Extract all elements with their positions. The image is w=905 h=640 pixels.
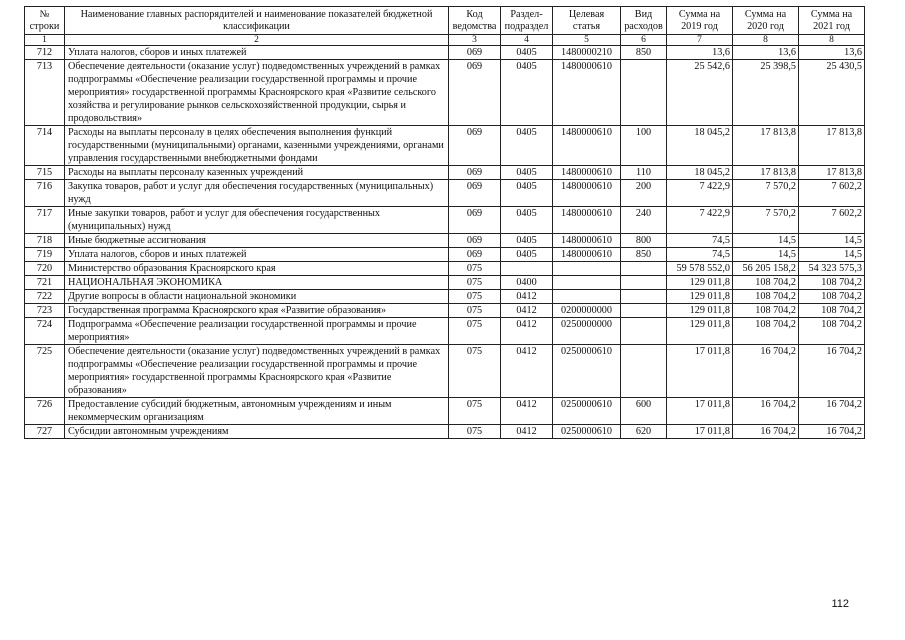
dept-code-cell: 069 bbox=[449, 166, 501, 180]
expense-type-cell: 850 bbox=[621, 248, 667, 262]
expense-type-cell bbox=[621, 345, 667, 398]
sum-2021-cell: 108 704,2 bbox=[799, 276, 865, 290]
table-row bbox=[25, 290, 865, 304]
expense-type-cell bbox=[621, 60, 667, 126]
row-name-cell: Расходы на выплаты персоналу казенных учреждений bbox=[65, 166, 449, 180]
row-number-cell: 719 bbox=[25, 248, 65, 262]
row-name-cell: Предоставление субсидий бюджетным, автономным учреждениям и иным некоммерческим организациям bbox=[65, 398, 449, 425]
header-dept-code: Код ведомства bbox=[449, 7, 501, 35]
expense-type-cell bbox=[621, 290, 667, 304]
expense-type-cell bbox=[621, 304, 667, 318]
sum-2021-cell: 17 813,8 bbox=[799, 126, 865, 166]
table-row bbox=[25, 180, 865, 207]
dept-code-cell: 075 bbox=[449, 345, 501, 398]
sum-2020-cell: 16 704,2 bbox=[733, 398, 799, 425]
budget-table-sheet bbox=[24, 6, 864, 439]
dept-code-cell: 069 bbox=[449, 126, 501, 166]
expense-type-cell: 110 bbox=[621, 166, 667, 180]
table-row bbox=[25, 304, 865, 318]
sum-2019-cell: 18 045,2 bbox=[667, 166, 733, 180]
row-name-cell: Другие вопросы в области национальной экономики bbox=[65, 290, 449, 304]
target-article-cell: 0250000610 bbox=[553, 398, 621, 425]
table-row bbox=[25, 207, 865, 234]
target-article-cell: 1480000610 bbox=[553, 60, 621, 126]
column-number: 5 bbox=[553, 35, 621, 46]
sum-2019-cell: 7 422,9 bbox=[667, 180, 733, 207]
sum-2021-cell: 54 323 575,3 bbox=[799, 262, 865, 276]
column-number: 7 bbox=[667, 35, 733, 46]
expense-type-cell: 800 bbox=[621, 234, 667, 248]
sum-2019-cell: 129 011,8 bbox=[667, 304, 733, 318]
header-sum-2021: Сумма на 2021 год bbox=[799, 7, 865, 35]
table-row bbox=[25, 345, 865, 398]
section-cell: 0405 bbox=[501, 46, 553, 60]
row-number-cell: 714 bbox=[25, 126, 65, 166]
header-expense-type: Вид расходов bbox=[621, 7, 667, 35]
sum-2019-cell: 25 542,6 bbox=[667, 60, 733, 126]
dept-code-cell: 075 bbox=[449, 425, 501, 439]
sum-2021-cell: 108 704,2 bbox=[799, 304, 865, 318]
sum-2019-cell: 129 011,8 bbox=[667, 318, 733, 345]
section-cell: 0405 bbox=[501, 60, 553, 126]
sum-2019-cell: 17 011,8 bbox=[667, 425, 733, 439]
row-number-cell: 724 bbox=[25, 318, 65, 345]
section-cell: 0412 bbox=[501, 290, 553, 304]
section-cell: 0412 bbox=[501, 425, 553, 439]
section-cell: 0405 bbox=[501, 166, 553, 180]
column-number: 6 bbox=[621, 35, 667, 46]
sum-2021-cell: 16 704,2 bbox=[799, 425, 865, 439]
table-row bbox=[25, 248, 865, 262]
sum-2020-cell: 108 704,2 bbox=[733, 290, 799, 304]
dept-code-cell: 075 bbox=[449, 262, 501, 276]
sum-2021-cell: 7 602,2 bbox=[799, 180, 865, 207]
table-row bbox=[25, 234, 865, 248]
dept-code-cell: 075 bbox=[449, 398, 501, 425]
dept-code-cell: 069 bbox=[449, 234, 501, 248]
target-article-cell: 1480000610 bbox=[553, 180, 621, 207]
header-sum-2019: Сумма на 2019 год bbox=[667, 7, 733, 35]
table-row bbox=[25, 398, 865, 425]
sum-2020-cell: 56 205 158,2 bbox=[733, 262, 799, 276]
sum-2021-cell: 108 704,2 bbox=[799, 290, 865, 304]
row-number-cell: 717 bbox=[25, 207, 65, 234]
row-number-cell: 712 bbox=[25, 46, 65, 60]
header-row bbox=[25, 7, 865, 35]
expense-type-cell: 600 bbox=[621, 398, 667, 425]
section-cell: 0412 bbox=[501, 318, 553, 345]
row-name-cell: Уплата налогов, сборов и иных платежей bbox=[65, 248, 449, 262]
table-row bbox=[25, 318, 865, 345]
expense-type-cell bbox=[621, 318, 667, 345]
dept-code-cell: 069 bbox=[449, 207, 501, 234]
target-article-cell: 0250000000 bbox=[553, 318, 621, 345]
target-article-cell bbox=[553, 290, 621, 304]
target-article-cell: 0250000610 bbox=[553, 425, 621, 439]
table-row bbox=[25, 126, 865, 166]
header-sum-2020: Сумма на 2020 год bbox=[733, 7, 799, 35]
sum-2019-cell: 17 011,8 bbox=[667, 345, 733, 398]
column-number: 2 bbox=[65, 35, 449, 46]
header-section: Раздел-подраздел bbox=[501, 7, 553, 35]
sum-2019-cell: 17 011,8 bbox=[667, 398, 733, 425]
row-name-cell: Закупка товаров, работ и услуг для обеспечения государственных (муниципальных) нужд bbox=[65, 180, 449, 207]
target-article-cell: 1480000610 bbox=[553, 166, 621, 180]
row-number-cell: 722 bbox=[25, 290, 65, 304]
section-cell: 0405 bbox=[501, 234, 553, 248]
target-article-cell bbox=[553, 276, 621, 290]
sum-2021-cell: 108 704,2 bbox=[799, 318, 865, 345]
dept-code-cell: 069 bbox=[449, 180, 501, 207]
header-name: Наименование главных распорядителей и наименование показателей бюджетной классификации bbox=[65, 7, 449, 35]
sum-2021-cell: 16 704,2 bbox=[799, 345, 865, 398]
sum-2020-cell: 16 704,2 bbox=[733, 345, 799, 398]
row-number-cell: 713 bbox=[25, 60, 65, 126]
table-row bbox=[25, 166, 865, 180]
row-name-cell: НАЦИОНАЛЬНАЯ ЭКОНОМИКА bbox=[65, 276, 449, 290]
sum-2019-cell: 129 011,8 bbox=[667, 290, 733, 304]
sum-2020-cell: 13,6 bbox=[733, 46, 799, 60]
sum-2021-cell: 14,5 bbox=[799, 234, 865, 248]
row-name-cell: Субсидии автономным учреждениям bbox=[65, 425, 449, 439]
sum-2019-cell: 129 011,8 bbox=[667, 276, 733, 290]
section-cell: 0405 bbox=[501, 180, 553, 207]
expense-type-cell: 620 bbox=[621, 425, 667, 439]
sum-2019-cell: 7 422,9 bbox=[667, 207, 733, 234]
target-article-cell: 0200000000 bbox=[553, 304, 621, 318]
target-article-cell: 1480000610 bbox=[553, 126, 621, 166]
sum-2019-cell: 18 045,2 bbox=[667, 126, 733, 166]
target-article-cell: 1480000610 bbox=[553, 248, 621, 262]
sum-2021-cell: 13,6 bbox=[799, 46, 865, 60]
row-number-cell: 723 bbox=[25, 304, 65, 318]
sum-2020-cell: 25 398,5 bbox=[733, 60, 799, 126]
sum-2021-cell: 14,5 bbox=[799, 248, 865, 262]
dept-code-cell: 075 bbox=[449, 290, 501, 304]
row-number-cell: 716 bbox=[25, 180, 65, 207]
sum-2021-cell: 7 602,2 bbox=[799, 207, 865, 234]
sum-2021-cell: 16 704,2 bbox=[799, 398, 865, 425]
section-cell bbox=[501, 262, 553, 276]
row-name-cell: Иные бюджетные ассигнования bbox=[65, 234, 449, 248]
section-cell: 0412 bbox=[501, 304, 553, 318]
column-number: 8 bbox=[799, 35, 865, 46]
dept-code-cell: 075 bbox=[449, 304, 501, 318]
column-number: 1 bbox=[25, 35, 65, 46]
row-number-cell: 715 bbox=[25, 166, 65, 180]
dept-code-cell: 069 bbox=[449, 60, 501, 126]
row-number-cell: 725 bbox=[25, 345, 65, 398]
row-name-cell: Уплата налогов, сборов и иных платежей bbox=[65, 46, 449, 60]
sum-2019-cell: 74,5 bbox=[667, 248, 733, 262]
sum-2020-cell: 7 570,2 bbox=[733, 180, 799, 207]
row-name-cell: Государственная программа Красноярского края «Развитие образования» bbox=[65, 304, 449, 318]
row-name-cell: Иные закупки товаров, работ и услуг для обеспечения государственных (муниципальных) нужд bbox=[65, 207, 449, 234]
sum-2020-cell: 17 813,8 bbox=[733, 166, 799, 180]
dept-code-cell: 069 bbox=[449, 248, 501, 262]
row-name-cell: Подпрограмма «Обеспечение реализации государственной программы и прочие мероприятия» bbox=[65, 318, 449, 345]
sum-2020-cell: 108 704,2 bbox=[733, 318, 799, 345]
sum-2020-cell: 108 704,2 bbox=[733, 304, 799, 318]
row-name-cell: Обеспечение деятельности (оказание услуг) подведомственных учреждений в рамках подпрограммы «Обеспечение реализации государственной программы и прочие мероприятия» государственной программы Красноярского края «Развитие образования» bbox=[65, 345, 449, 398]
sum-2020-cell: 14,5 bbox=[733, 234, 799, 248]
section-cell: 0405 bbox=[501, 248, 553, 262]
sum-2021-cell: 17 813,8 bbox=[799, 166, 865, 180]
row-number-cell: 720 bbox=[25, 262, 65, 276]
row-name-cell: Министерство образования Красноярского края bbox=[65, 262, 449, 276]
table-row bbox=[25, 262, 865, 276]
table-row bbox=[25, 46, 865, 60]
sum-2021-cell: 25 430,5 bbox=[799, 60, 865, 126]
row-name-cell: Обеспечение деятельности (оказание услуг) подведомственных учреждений в рамках подпрограммы «Обеспечение реализации государственной программы и прочие мероприятия» государственной программы Красноярского края «Развитие сельского хозяйства и регулирование рынков сельскохозяйственной продукции, сырья и продовольствия» bbox=[65, 60, 449, 126]
section-cell: 0412 bbox=[501, 345, 553, 398]
table-body bbox=[25, 46, 865, 439]
target-article-cell: 0250000610 bbox=[553, 345, 621, 398]
target-article-cell: 1480000210 bbox=[553, 46, 621, 60]
table-row bbox=[25, 425, 865, 439]
target-article-cell: 1480000610 bbox=[553, 234, 621, 248]
column-number: 4 bbox=[501, 35, 553, 46]
column-number: 8 bbox=[733, 35, 799, 46]
expense-type-cell: 240 bbox=[621, 207, 667, 234]
sum-2020-cell: 108 704,2 bbox=[733, 276, 799, 290]
row-number-cell: 718 bbox=[25, 234, 65, 248]
sum-2019-cell: 74,5 bbox=[667, 234, 733, 248]
dept-code-cell: 075 bbox=[449, 318, 501, 345]
sum-2020-cell: 17 813,8 bbox=[733, 126, 799, 166]
header-row-number: № строки bbox=[25, 7, 65, 35]
row-number-cell: 727 bbox=[25, 425, 65, 439]
sum-2019-cell: 59 578 552,0 bbox=[667, 262, 733, 276]
row-number-cell: 726 bbox=[25, 398, 65, 425]
section-cell: 0412 bbox=[501, 398, 553, 425]
target-article-cell: 1480000610 bbox=[553, 207, 621, 234]
column-number: 3 bbox=[449, 35, 501, 46]
sum-2019-cell: 13,6 bbox=[667, 46, 733, 60]
page-number: 112 bbox=[831, 598, 849, 610]
section-cell: 0400 bbox=[501, 276, 553, 290]
sum-2020-cell: 7 570,2 bbox=[733, 207, 799, 234]
expense-type-cell: 200 bbox=[621, 180, 667, 207]
section-cell: 0405 bbox=[501, 207, 553, 234]
column-number-row bbox=[25, 35, 865, 46]
expense-type-cell bbox=[621, 276, 667, 290]
dept-code-cell: 069 bbox=[449, 46, 501, 60]
table-row bbox=[25, 60, 865, 126]
budget-table bbox=[24, 6, 865, 439]
expense-type-cell: 850 bbox=[621, 46, 667, 60]
row-name-cell: Расходы на выплаты персоналу в целях обеспечения выполнения функций государственными (муниципальными) органами, казенными учреждениями, органами управления государственными внебюджетными фондами bbox=[65, 126, 449, 166]
header-target-article: Целевая статья bbox=[553, 7, 621, 35]
sum-2020-cell: 14,5 bbox=[733, 248, 799, 262]
table-row bbox=[25, 276, 865, 290]
sum-2020-cell: 16 704,2 bbox=[733, 425, 799, 439]
expense-type-cell bbox=[621, 262, 667, 276]
section-cell: 0405 bbox=[501, 126, 553, 166]
dept-code-cell: 075 bbox=[449, 276, 501, 290]
row-number-cell: 721 bbox=[25, 276, 65, 290]
target-article-cell bbox=[553, 262, 621, 276]
expense-type-cell: 100 bbox=[621, 126, 667, 166]
